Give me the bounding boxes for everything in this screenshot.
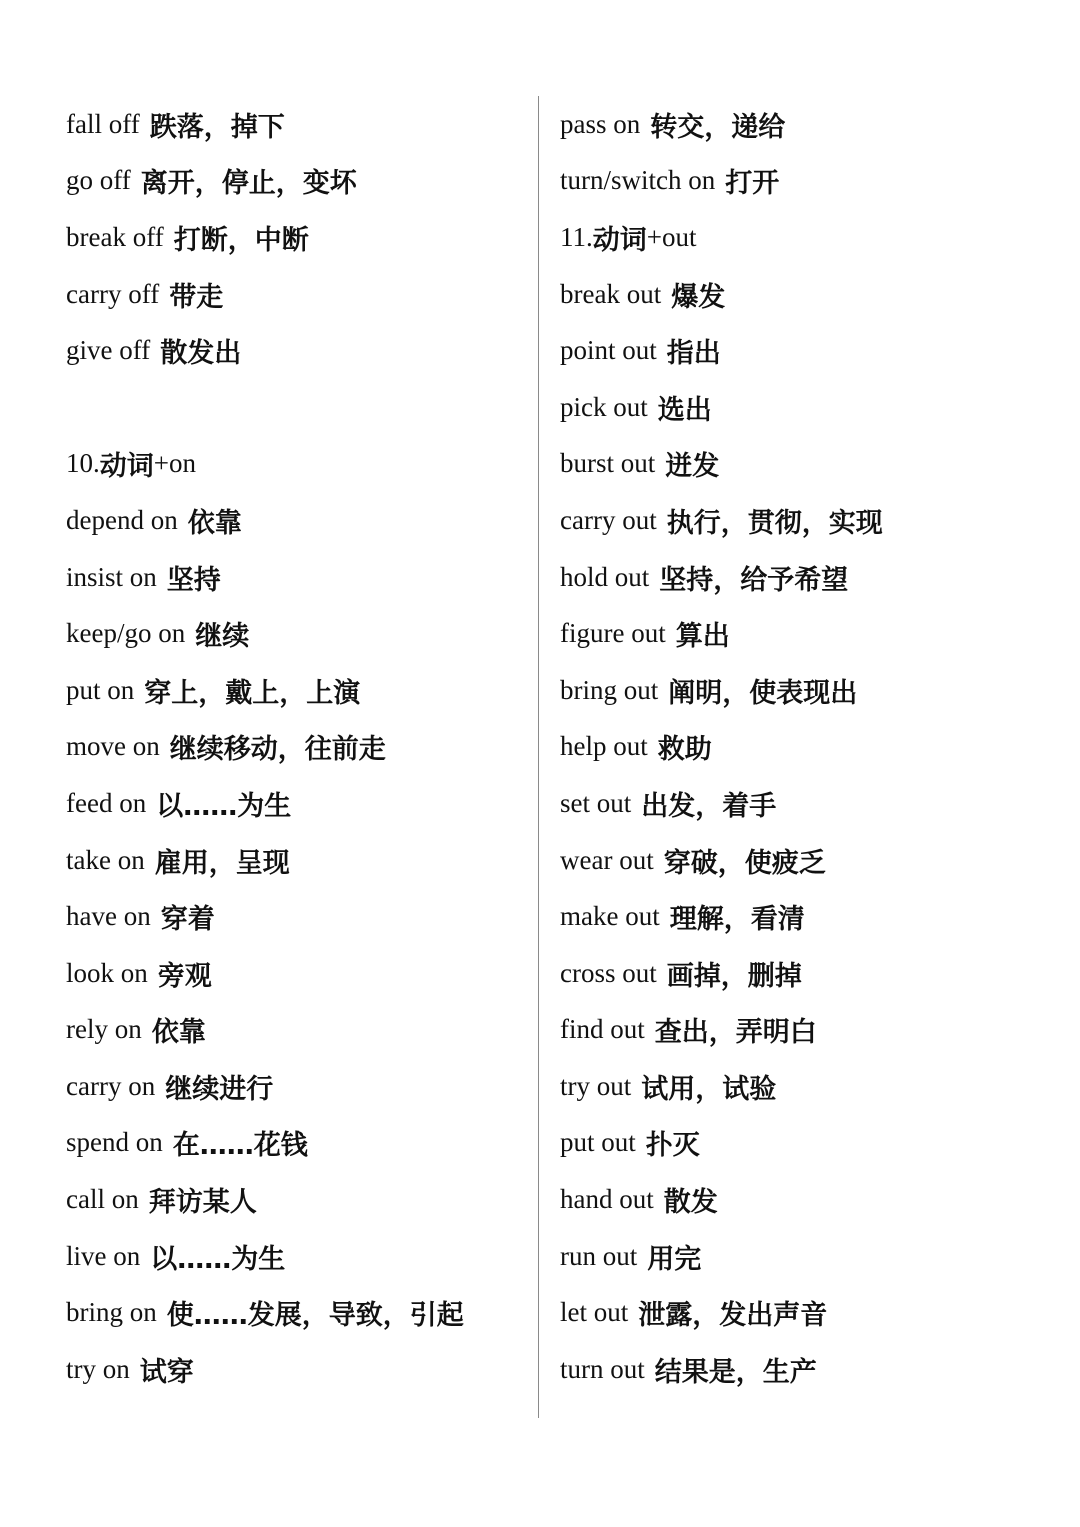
phrase-chinese: 继续 (195, 621, 250, 653)
phrase-english: put on (66, 674, 135, 705)
phrase-chinese: 继续移动，往前走 (169, 734, 386, 766)
blank-line (66, 379, 528, 436)
phrase-chinese: 散发出 (160, 338, 242, 370)
phrase-english: put out (560, 1127, 636, 1158)
phrase-chinese: 出发，着手 (641, 790, 777, 822)
phrase-entry (66, 605, 528, 662)
phrase-chinese: 救助 (657, 734, 712, 766)
phrase-english: move on (66, 731, 160, 762)
phrase-english: try out (560, 1070, 632, 1101)
phrase-english: bring on (66, 1297, 157, 1328)
phrase-english: try on (66, 1353, 130, 1384)
phrase-entry (560, 1171, 1060, 1228)
phrase-chinese: 打开 (725, 168, 780, 200)
phrase-chinese: 坚持 (166, 564, 221, 596)
phrase-chinese: 迸发 (665, 451, 720, 483)
phrase-entry (66, 1058, 528, 1115)
phrase-english: set out (560, 787, 632, 818)
phrase-entry (66, 1341, 528, 1398)
phrase-chinese: 跌落，掉下 (149, 111, 285, 143)
phrase-entry (66, 1228, 528, 1285)
phrase-chinese: 选出 (657, 394, 712, 426)
phrase-chinese: 以……为生 (150, 1243, 286, 1275)
phrase-entry (560, 322, 1060, 379)
phrase-chinese: 继续进行 (165, 1073, 274, 1105)
phrase-entry (66, 662, 528, 719)
phrase-entry (560, 775, 1060, 832)
phrase-chinese: 散发 (663, 1187, 718, 1219)
phrase-entry (66, 1002, 528, 1059)
phrase-english: bring out (560, 674, 659, 705)
phrase-chinese: 指出 (666, 338, 721, 370)
phrase-entry (66, 719, 528, 776)
phrase-english: run out (560, 1240, 638, 1271)
phrase-entry (66, 209, 528, 266)
phrase-english: help out (560, 731, 648, 762)
phrase-english: make out (560, 901, 660, 932)
phrase-entry (560, 549, 1060, 606)
phrase-chinese: 带走 (169, 281, 224, 313)
phrase-english: turn out (560, 1353, 645, 1384)
phrase-entry (66, 549, 528, 606)
phrase-chinese: 拜访某人 (148, 1187, 257, 1219)
phrase-chinese: 穿破，使疲乏 (663, 847, 826, 879)
phrase-chinese: 穿着 (160, 904, 215, 936)
phrase-entry (560, 492, 1060, 549)
phrase-english: keep/go on (66, 618, 186, 649)
phrase-entry (560, 719, 1060, 776)
phrase-english: hand out (560, 1184, 654, 1215)
phrase-entry (560, 1341, 1060, 1398)
phrase-entry (560, 1058, 1060, 1115)
phrase-english: live on (66, 1240, 141, 1271)
right-column (560, 96, 1060, 1398)
phrase-chinese: 画掉，删掉 (666, 960, 802, 992)
section-particle: +on (153, 448, 196, 479)
phrase-entry (66, 492, 528, 549)
phrase-english: insist on (66, 561, 157, 592)
section-heading-verb-out (560, 209, 1060, 266)
phrase-list-off (66, 96, 528, 379)
phrase-chinese: 查出，弄明白 (654, 1017, 817, 1049)
phrase-entry (560, 888, 1060, 945)
phrase-chinese: 依靠 (187, 507, 242, 539)
phrase-english: hold out (560, 561, 650, 592)
phrase-chinese: 转交，递给 (650, 111, 786, 143)
phrase-entry (66, 775, 528, 832)
phrase-english: carry out (560, 504, 657, 535)
phrase-chinese: 依靠 (151, 1017, 206, 1049)
phrase-chinese: 泄露，发出声音 (638, 1300, 828, 1332)
phrase-entry (66, 322, 528, 379)
phrase-chinese: 阐明，使表现出 (668, 677, 858, 709)
phrase-entry (560, 1115, 1060, 1172)
phrase-entry (66, 888, 528, 945)
phrase-english: take on (66, 844, 145, 875)
phrase-entry (66, 945, 528, 1002)
phrase-entry (66, 153, 528, 210)
phrase-english: break out (560, 278, 662, 309)
phrase-list-out (560, 266, 1060, 1398)
section-particle: +out (646, 221, 697, 252)
phrase-english: carry off (66, 278, 160, 309)
phrase-entry (560, 266, 1060, 323)
phrase-entry (560, 379, 1060, 436)
phrase-english: rely on (66, 1014, 142, 1045)
phrase-list-on (66, 492, 528, 1398)
phrase-english: let out (560, 1297, 629, 1328)
phrase-entry (560, 945, 1060, 1002)
section-title: 动词 (99, 451, 154, 483)
phrase-chinese: 用完 (647, 1243, 702, 1275)
phrase-english: fall off (66, 108, 140, 139)
phrase-chinese: 在……花钱 (172, 1130, 308, 1162)
phrase-english: depend on (66, 504, 178, 535)
phrase-english: cross out (560, 957, 657, 988)
phrase-chinese: 爆发 (671, 281, 726, 313)
phrase-entry (66, 1171, 528, 1228)
phrase-entry (560, 1284, 1060, 1341)
phrase-entry (560, 1002, 1060, 1059)
phrase-chinese: 打断，中断 (173, 224, 309, 256)
phrase-english: look on (66, 957, 148, 988)
phrase-entry (560, 1228, 1060, 1285)
phrase-chinese: 扑灭 (645, 1130, 700, 1162)
phrase-chinese: 坚持，给予希望 (659, 564, 849, 596)
phrase-english: break off (66, 221, 164, 252)
phrase-english: have on (66, 901, 151, 932)
section-number: 11. (560, 221, 593, 252)
phrase-english: carry on (66, 1070, 156, 1101)
phrase-english: give off (66, 335, 151, 366)
phrase-english: find out (560, 1014, 645, 1045)
phrase-chinese: 雇用，呈现 (154, 847, 290, 879)
column-divider (538, 96, 539, 1418)
phrase-entry (560, 436, 1060, 493)
phrase-english: pick out (560, 391, 648, 422)
phrase-chinese: 算出 (675, 621, 730, 653)
phrase-chinese: 旁观 (157, 960, 212, 992)
phrase-english: feed on (66, 787, 147, 818)
section-number: 10. (66, 448, 100, 479)
phrase-english: call on (66, 1184, 139, 1215)
phrase-entry (66, 266, 528, 323)
phrase-entry (560, 662, 1060, 719)
left-column (66, 96, 528, 1398)
phrase-entry (560, 605, 1060, 662)
phrase-chinese: 穿上，戴上，上演 (144, 677, 361, 709)
phrase-english: figure out (560, 618, 666, 649)
phrase-entry (66, 1115, 528, 1172)
phrase-english: turn/switch on (560, 165, 716, 196)
phrase-entry (66, 1284, 528, 1341)
phrase-chinese: 使……发展，导致，引起 (166, 1300, 464, 1332)
phrase-english: wear out (560, 844, 654, 875)
phrase-chinese: 理解，看清 (669, 904, 805, 936)
section-heading-verb-on (66, 436, 528, 493)
phrase-english: go off (66, 165, 131, 196)
phrase-chinese: 试用，试验 (641, 1073, 777, 1105)
phrase-english: burst out (560, 448, 656, 479)
phrase-entry (66, 832, 528, 889)
phrase-chinese: 试穿 (139, 1356, 194, 1388)
phrase-english: spend on (66, 1127, 163, 1158)
phrase-chinese: 离开，停止，变坏 (140, 168, 357, 200)
phrase-entry (560, 96, 1060, 153)
phrase-english: point out (560, 335, 657, 366)
phrase-entry (66, 96, 528, 153)
phrase-chinese: 执行，贯彻，实现 (666, 507, 883, 539)
phrase-english: pass on (560, 108, 641, 139)
phrase-entry (560, 153, 1060, 210)
section-title: 动词 (592, 224, 647, 256)
phrase-chinese: 以……为生 (156, 790, 292, 822)
phrase-list-on-continued (560, 96, 1060, 209)
phrase-chinese: 结果是，生产 (654, 1356, 817, 1388)
phrase-entry (560, 832, 1060, 889)
